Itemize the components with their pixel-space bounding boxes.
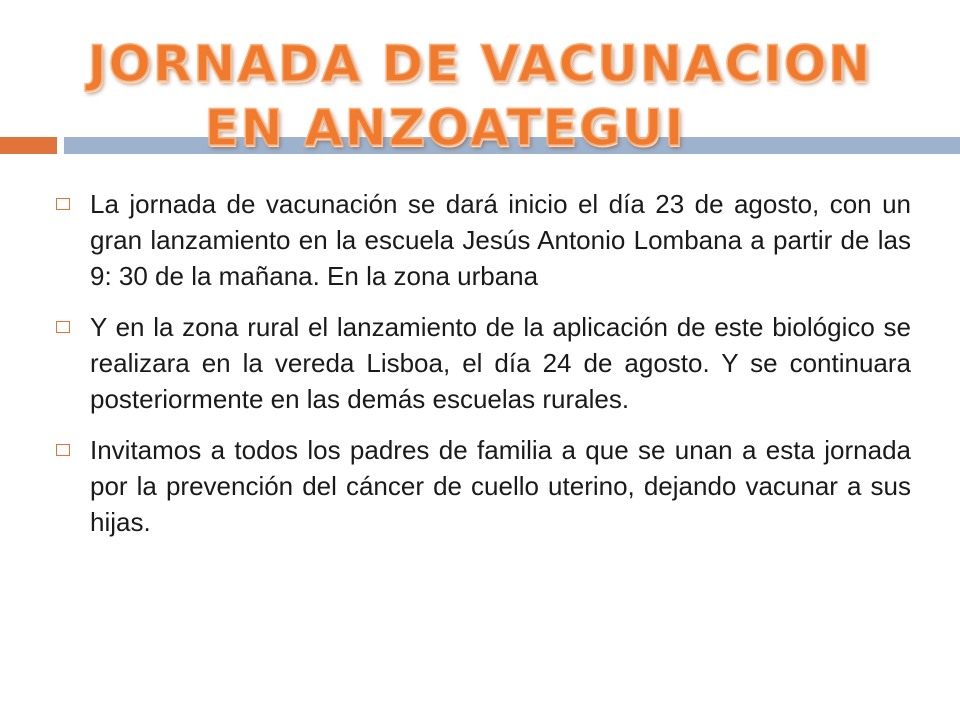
list-item [56, 432, 911, 540]
list-item [56, 186, 911, 294]
bullet-text: Y en la zona rural el lanzamiento de la aplicación de este biológico se realizara en la vereda Lisboa, el día 24 de agosto. Y se continuara posteriormente en las demás escuelas rurales. [90, 312, 911, 414]
title-line-2: EN ANZOATEGUI [204, 99, 686, 157]
square-bullet-icon [56, 321, 70, 333]
title-line-1: JORNADA DE VACUNACION [87, 35, 873, 93]
bullet-list [56, 186, 911, 555]
list-item [56, 309, 911, 417]
bullet-text: Invitamos a todos los padres de familia a que se unan a esta jornada por la prevención del cáncer de cuello uterino, dejando vacunar a sus hijas. [90, 435, 911, 537]
square-bullet-icon [56, 444, 70, 456]
square-bullet-icon [56, 198, 70, 210]
slide-title [0, 32, 960, 160]
bullet-text: La jornada de vacunación se dará inicio el día 23 de agosto, con un gran lanzamiento en la escuela Jesús Antonio Lombana a partir de las 9: 30 de la mañana. En la zona urbana [90, 189, 911, 291]
